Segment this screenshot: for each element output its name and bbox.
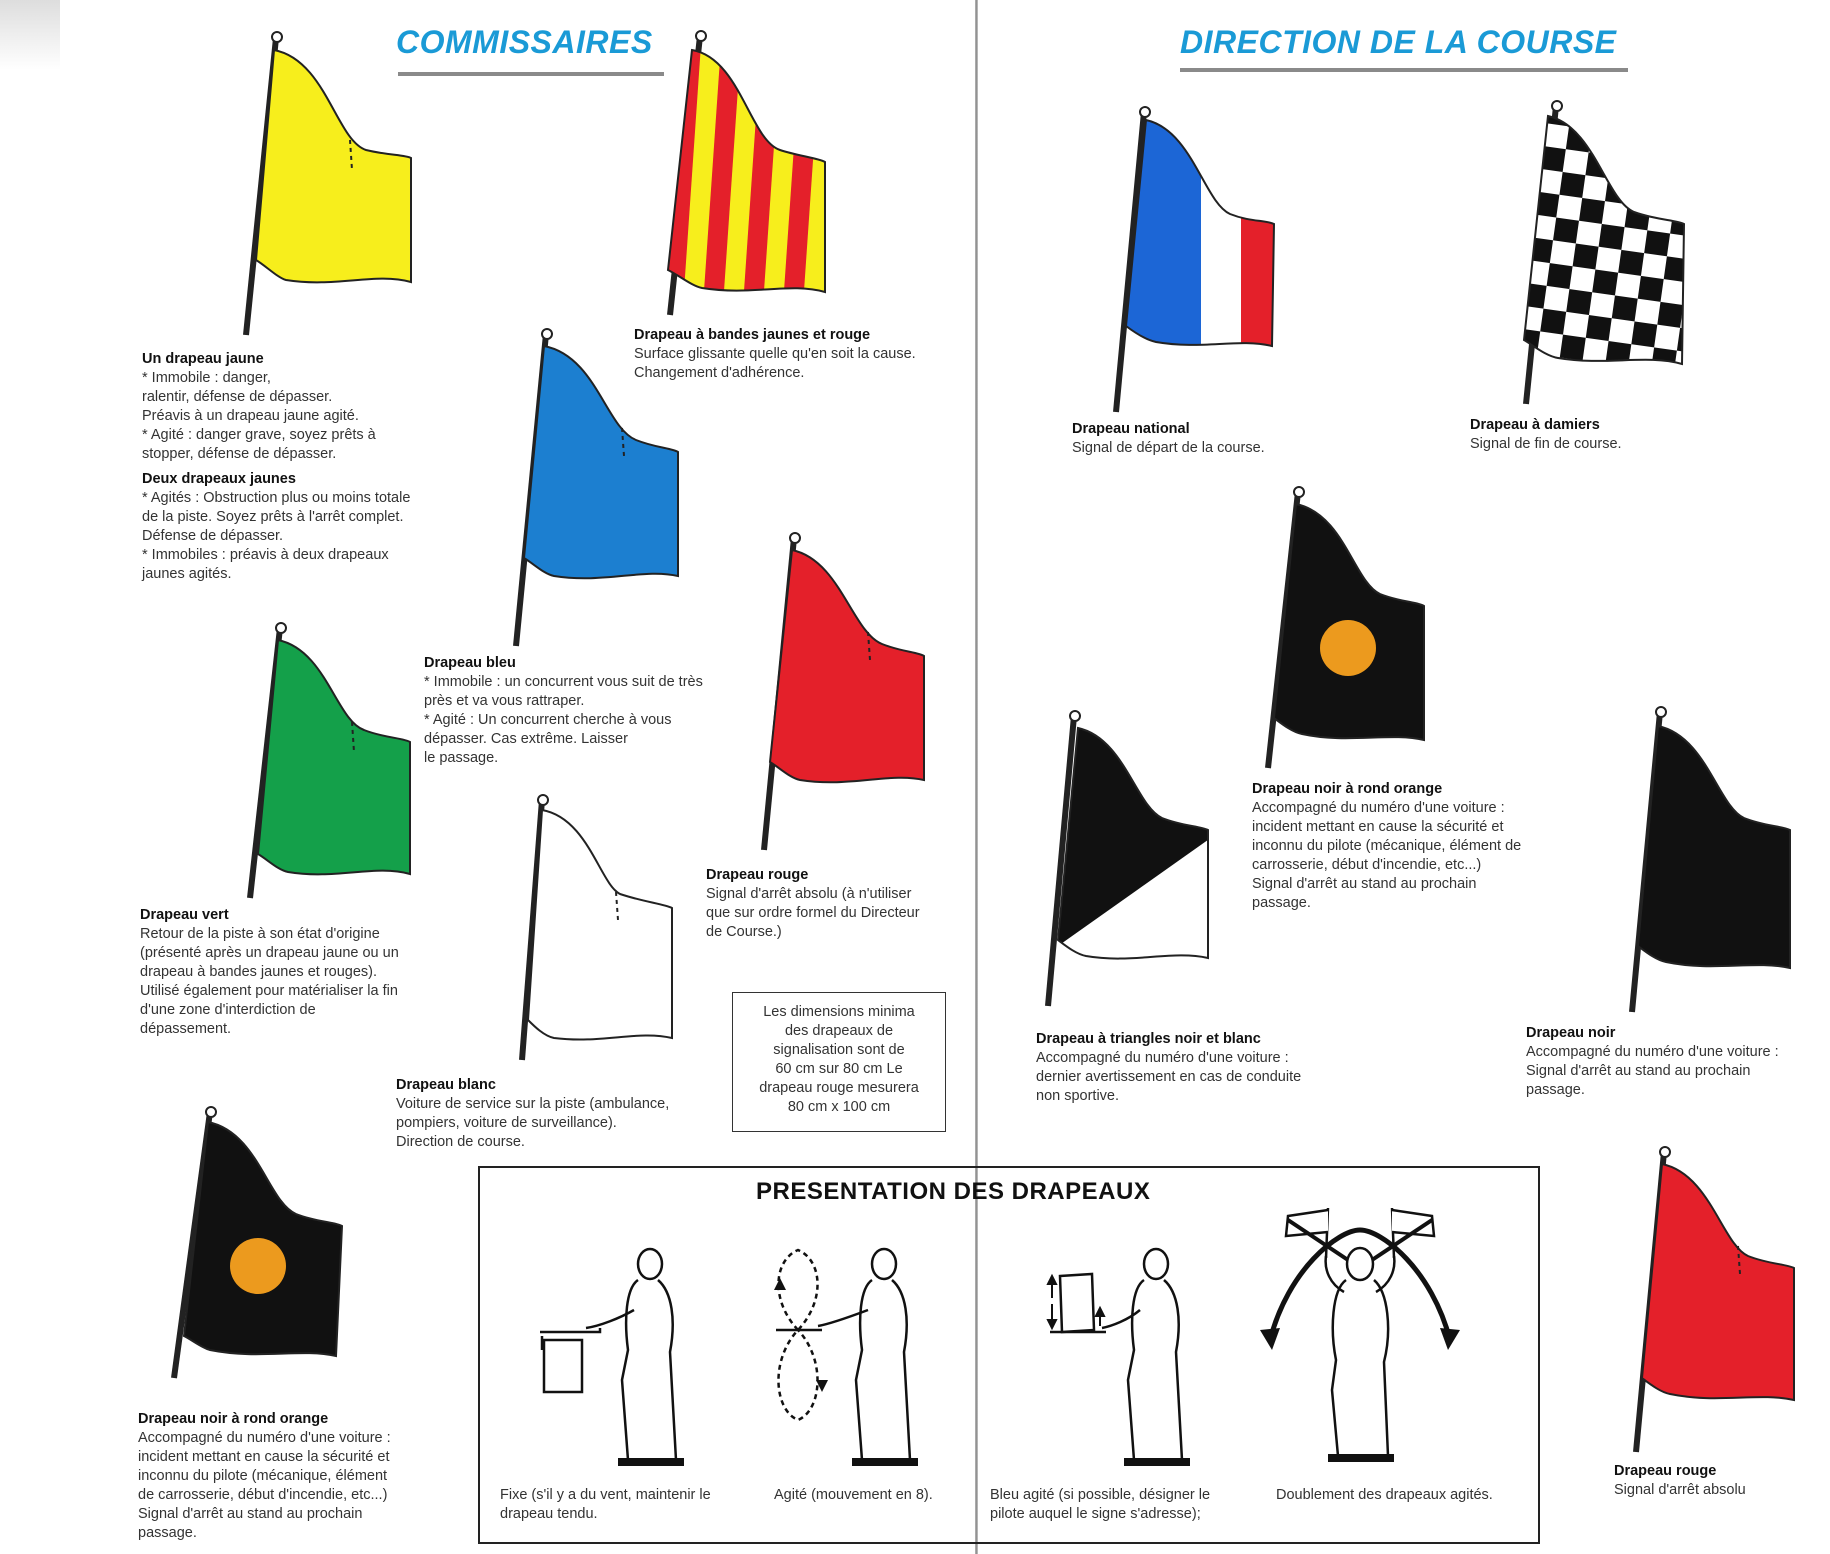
- caption-black: [1526, 1024, 1816, 1100]
- caption-line: Signal de départ de la course.: [1072, 440, 1265, 456]
- caption-line: pilote auquel le signe s'adresse);: [990, 1506, 1201, 1522]
- caption-line: Fixe (s'il y a du vent, maintenir le: [500, 1487, 711, 1503]
- caption-line: Accompagné du numéro d'une voiture :: [138, 1430, 391, 1446]
- caption-line: * Immobile : danger,: [142, 370, 271, 386]
- black-white-diagonal-flag-icon: [1032, 710, 1222, 1010]
- caption-checkered: [1470, 416, 1730, 454]
- black-flag-icon: [1610, 706, 1800, 1016]
- caption-line: inconnu du pilote (mécanique, élément de: [1252, 838, 1522, 854]
- caption-line: le passage.: [424, 750, 499, 766]
- caption-title: Drapeau noir à rond orange: [138, 1411, 329, 1427]
- caption-line: Bleu agité (si possible, désigner le: [990, 1487, 1211, 1503]
- note-line: 80 cm x 100 cm: [787, 1099, 891, 1115]
- caption-line: (présenté après un drapeau jaune ou un: [140, 945, 399, 961]
- caption-line: Voiture de service sur la piste (ambulance,: [396, 1096, 670, 1112]
- presentation-caption: [1276, 1486, 1516, 1505]
- caption-line: * Immobile : un concurrent vous suit de très: [424, 674, 703, 690]
- red-flag-icon: [740, 532, 930, 852]
- caption-line: drapeau à bandes jaunes et rouges).: [140, 964, 378, 980]
- caption-line: de carrosserie, début d'incendie, etc...): [138, 1487, 388, 1503]
- caption-title: Drapeau national: [1072, 421, 1190, 437]
- caption-line: * Agité : danger grave, soyez prêts à: [142, 427, 376, 443]
- caption-striped: [634, 326, 954, 383]
- note-line: drapeau rouge mesurera: [759, 1080, 919, 1096]
- caption-triangles: [1036, 1030, 1356, 1106]
- caption-title: Drapeau blanc: [396, 1077, 496, 1093]
- caption-black-orange-left: [138, 1410, 458, 1543]
- caption-line: de la piste. Soyez prêts à l'arrêt complet.: [142, 509, 404, 525]
- caption-red-left: [706, 866, 966, 942]
- caption-line: Agité (mouvement en 8).: [774, 1487, 933, 1503]
- yellow-red-striped-flag-icon: [640, 30, 840, 320]
- note-line: Les dimensions minima: [763, 1004, 915, 1020]
- caption-title: Drapeau à triangles noir et blanc: [1036, 1031, 1261, 1047]
- caption-line: carrosserie, début d'incendie, etc...): [1252, 857, 1482, 873]
- person-waving-blue-flag-icon: [1036, 1240, 1216, 1470]
- caption-line: Direction de course.: [396, 1134, 525, 1150]
- caption-line: * Immobiles : préavis à deux drapeaux: [142, 547, 389, 563]
- caption-line: Utilisé également pour matérialiser la fin: [140, 983, 398, 999]
- caption-title: Drapeau à bandes jaunes et rouge: [634, 327, 871, 343]
- caption-title: Drapeau bleu: [424, 655, 516, 671]
- caption-line: jaunes agités.: [142, 566, 232, 582]
- caption-line: Signal d'arrêt absolu (à n'utiliser: [706, 886, 912, 902]
- caption-yellow: [142, 350, 462, 584]
- caption-line: de Course.): [706, 924, 782, 940]
- caption-line: Changement d'adhérence.: [634, 365, 805, 381]
- caption-line: dépassement.: [140, 1021, 232, 1037]
- caption-black-orange-right: [1252, 780, 1572, 913]
- caption-line: d'une zone d'interdiction de: [140, 1002, 316, 1018]
- caption-title: Un drapeau jaune: [142, 351, 264, 367]
- caption-line: pompiers, voiture de surveillance).: [396, 1115, 617, 1131]
- caption-title: Drapeau rouge: [706, 867, 809, 883]
- green-flag-icon: [236, 622, 416, 902]
- section-title-commissaires: COMMISSAIRES: [396, 24, 653, 60]
- section-title-direction: DIRECTION DE LA COURSE: [1180, 24, 1617, 60]
- person-waving-figure-eight-icon: [764, 1240, 964, 1470]
- caption-line: inconnu du pilote (mécanique, élément: [138, 1468, 388, 1484]
- caption-title: Drapeau noir: [1526, 1025, 1616, 1041]
- caption-blue: [424, 654, 744, 768]
- caption-line: Signal de fin de course.: [1470, 436, 1622, 452]
- caption-line: passage.: [1526, 1082, 1585, 1098]
- note-line: 60 cm sur 80 cm Le: [775, 1061, 903, 1077]
- caption-line: incident mettant en cause la sécurité et: [1252, 819, 1504, 835]
- caption-national: [1072, 420, 1332, 458]
- caption-green: [140, 906, 470, 1039]
- caption-line: Doublement des drapeaux agités.: [1276, 1487, 1493, 1503]
- caption-white: [396, 1076, 716, 1152]
- white-flag-icon: [508, 794, 688, 1064]
- caption-line: Retour de la piste à son état d'origine: [140, 926, 380, 942]
- caption-line: Accompagné du numéro d'une voiture :: [1526, 1044, 1779, 1060]
- presentation-caption: [774, 1486, 974, 1505]
- caption-title: Drapeau rouge: [1614, 1463, 1717, 1479]
- caption-line: * Agités : Obstruction plus ou moins totale: [142, 490, 411, 506]
- caption-line: Accompagné du numéro d'une voiture :: [1036, 1050, 1289, 1066]
- caption-line: passage.: [1252, 895, 1311, 911]
- caption-title: Drapeau vert: [140, 907, 229, 923]
- dimensions-note: [732, 992, 946, 1132]
- caption-line: drapeau tendu.: [500, 1506, 598, 1522]
- caption-line: Surface glissante quelle qu'en soit la cause.: [634, 346, 916, 362]
- presentation-title: PRESENTATION DES DRAPEAUX: [756, 1178, 1151, 1205]
- caption-line: * Agité : Un concurrent cherche à vous: [424, 712, 672, 728]
- title-underline: [1180, 68, 1628, 72]
- caption-line: Signal d'arrêt au stand au prochain: [1526, 1063, 1751, 1079]
- caption-line: ralentir, défense de dépasser.: [142, 389, 333, 405]
- caption-line: Signal d'arrêt au stand au prochain: [1252, 876, 1477, 892]
- caption-line: que sur ordre formel du Directeur: [706, 905, 920, 921]
- red-flag-icon: [1614, 1146, 1804, 1456]
- caption-title: Drapeau noir à rond orange: [1252, 781, 1443, 797]
- checkered-flag-icon: [1496, 100, 1696, 410]
- caption-title: Drapeau à damiers: [1470, 417, 1600, 433]
- caption-title: Deux drapeaux jaunes: [142, 471, 296, 487]
- person-two-flags-waving-icon: [1248, 1200, 1468, 1470]
- black-orange-disc-flag-icon: [1248, 486, 1438, 772]
- person-holding-still-flag-icon: [530, 1240, 710, 1470]
- caption-line: incident mettant en cause la sécurité et: [138, 1449, 390, 1465]
- caption-red-right: [1614, 1462, 1814, 1500]
- note-line: signalisation sont de: [773, 1042, 905, 1058]
- presentation-caption: [500, 1486, 760, 1524]
- caption-line: Signal d'arrêt au stand au prochain: [138, 1506, 363, 1522]
- yellow-flag-icon: [236, 30, 416, 340]
- caption-line: Défense de dépasser.: [142, 528, 284, 544]
- caption-line: non sportive.: [1036, 1088, 1120, 1104]
- caption-line: stopper, défense de dépasser.: [142, 446, 337, 462]
- title-underline: [398, 72, 664, 76]
- caption-line: Signal d'arrêt absolu: [1614, 1482, 1746, 1498]
- page-edge-shadow: [0, 0, 60, 70]
- caption-line: dépasser. Cas extrême. Laisser: [424, 731, 628, 747]
- black-orange-disc-flag-icon: [160, 1106, 350, 1382]
- presentation-caption: [990, 1486, 1250, 1524]
- caption-line: dernier avertissement en cas de conduite: [1036, 1069, 1302, 1085]
- caption-line: Préavis à un drapeau jaune agité.: [142, 408, 359, 424]
- caption-line: passage.: [138, 1525, 197, 1541]
- caption-line: près et va vous rattraper.: [424, 693, 585, 709]
- caption-line: Accompagné du numéro d'une voiture :: [1252, 800, 1505, 816]
- note-line: des drapeaux de: [784, 1023, 894, 1039]
- french-national-flag-icon: [1106, 106, 1286, 416]
